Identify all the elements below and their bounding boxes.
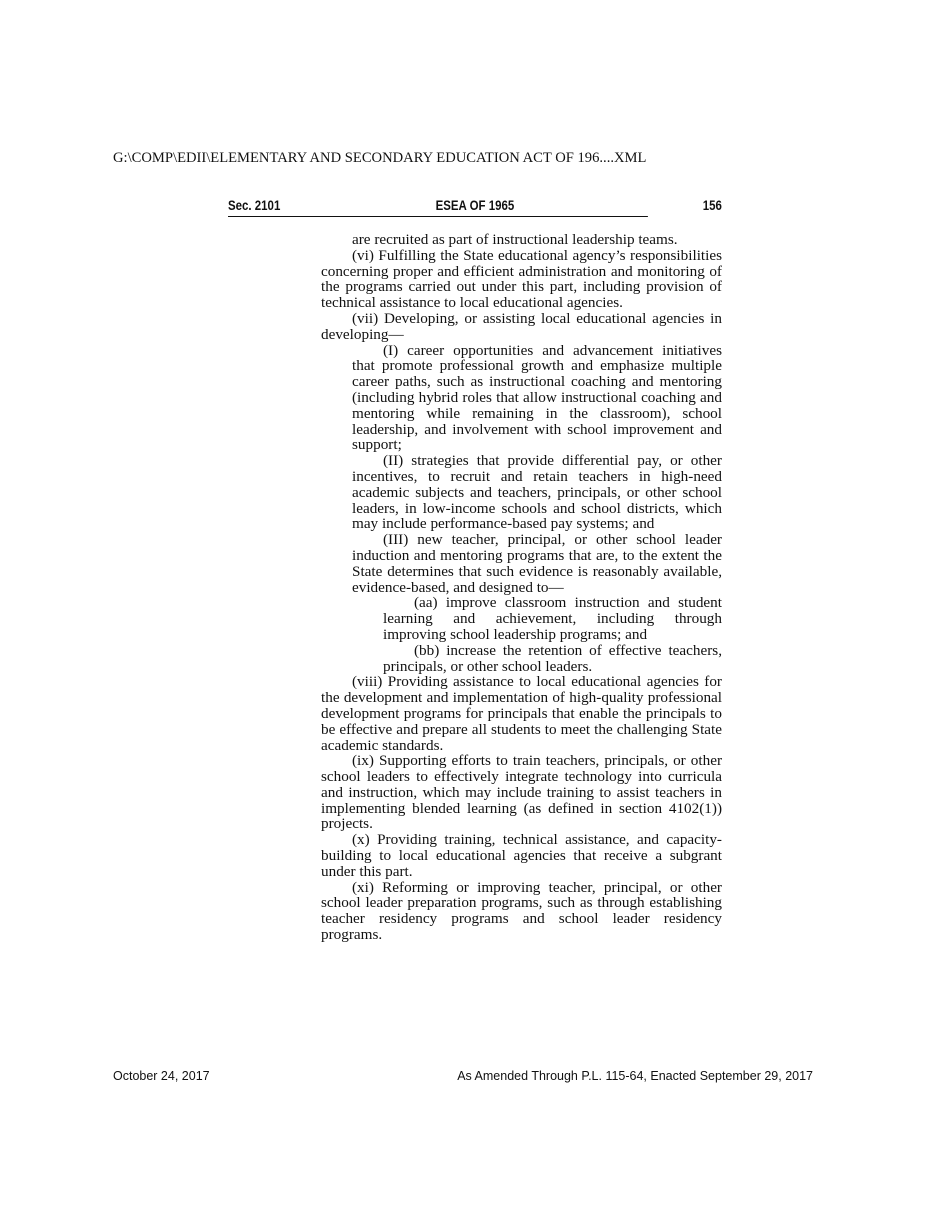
clause-vii: (vii) Developing, or assisting local educational agencies in developing—	[321, 309, 722, 343]
section-number: Sec. 2101	[228, 198, 281, 213]
clause-viii: (viii) Providing assistance to local educational agencies for the development and implementation of high-quality professional development programs for principals that enable the principals to be effective and prepare all students to meet the challenging State academic standards.	[321, 673, 722, 754]
subclause-III: (III) new teacher, principal, or other school leader induction and mentoring programs that are, to the extent the State determines that such evidence is reasonably available, evidence-based, and designed to—	[352, 531, 722, 596]
footer-amended: As Amended Through P.L. 115-64, Enacted September 29, 2017	[457, 1069, 813, 1083]
subclause-I: (I) career opportunities and advancement initiatives that promote professional growth and emphasize multiple career paths, such as instructional coaching and mentoring (including hybrid roles that allow instructional coaching and mentoring while remaining in the classroom), school leadership, and involvement with school improvement and support;	[352, 341, 722, 454]
clause-ix: (ix) Supporting efforts to train teachers, principals, or other school leaders to effectively integrate technology into curricula and instruction, which may include training to assist teachers in implementing blended learning (as defined in section 4102(1)) projects.	[321, 752, 722, 833]
page-number: 156	[702, 198, 722, 213]
running-head	[228, 198, 722, 217]
subclause-II: (II) strategies that provide differential pay, or other incentives, to recruit and retain teachers in high-need academic subjects and teachers, principals, or other school leaders, in low-income schools and school districts, which may include performance-based pay systems; and	[352, 452, 722, 533]
paragraph-continuation: are recruited as part of instructional leadership teams.	[352, 231, 678, 248]
act-title: ESEA OF 1965	[435, 198, 515, 213]
footer-date: October 24, 2017	[113, 1069, 210, 1083]
item-bb: (bb) increase the retention of effective teachers, principals, or other school leaders.	[383, 641, 722, 675]
clause-vi: (vi) Fulfilling the State educational agency’s responsibilities concerning proper and efficient administration and monitoring of the programs carried out under this part, including provision of technical assistance to local educational agencies.	[321, 246, 722, 312]
item-aa: (aa) improve classroom instruction and student learning and achievement, including through improving school leadership programs; and	[383, 594, 722, 643]
statute-text	[321, 232, 722, 943]
file-path: G:\COMP\EDII\ELEMENTARY AND SECONDARY EDUCATION ACT OF 196....XML	[113, 150, 647, 166]
clause-xi: (xi) Reforming or improving teacher, principal, or other school leader preparation programs, such as through establishing teacher residency programs and school leader residency programs.	[321, 878, 722, 944]
clause-x: (x) Providing training, technical assistance, and capacity-building to local educational agencies that receive a subgrant under this part.	[321, 831, 722, 880]
